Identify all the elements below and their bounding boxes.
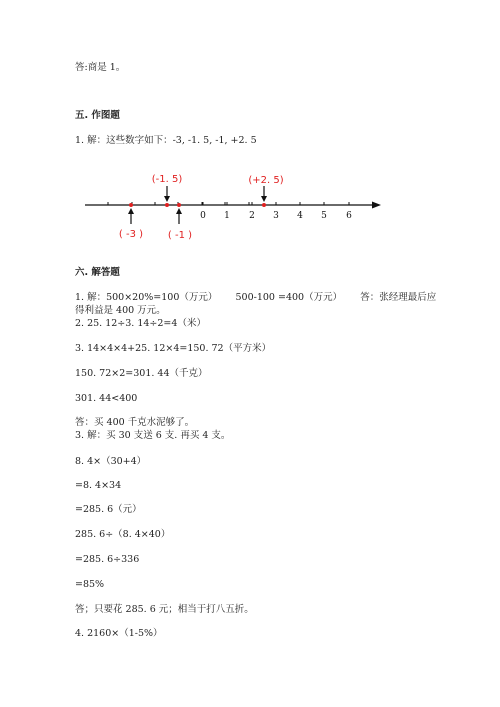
solution-line: 4. 2160×（1-5%） — [75, 628, 163, 639]
tick-label-5: 5 — [321, 211, 327, 221]
tick-label-6: 6 — [346, 211, 352, 221]
solution-line: 3. 解：买 30 支送 6 支. 再买 4 支。 — [75, 430, 231, 441]
solution-line: 1. 解：这些数字如下：-3, -1. 5, -1, +2. 5 — [75, 135, 257, 146]
label-plus-2-5: (+2. 5) — [248, 175, 284, 186]
solution-line: =8. 4×34 — [75, 480, 122, 491]
arrowhead-plus-2-5 — [261, 196, 267, 202]
solution-line: =285. 6÷336 — [75, 554, 140, 565]
solution-line: 答；只要花 285. 6 元；相当于打八五折。 — [75, 604, 254, 615]
solution-line: =85% — [75, 579, 105, 590]
solution-line: 8. 4×（30+4） — [75, 456, 147, 467]
point-minus-3 — [129, 203, 133, 207]
solution-line: =285. 6（元） — [75, 504, 142, 515]
number-line-arrow — [372, 202, 381, 209]
arrowhead-minus-1-5 — [164, 196, 170, 202]
solution-line: 1. 解：500×20%=100（万元） 500-100 =400（万元） 答：张经理最后应 — [75, 292, 437, 303]
section-heading-6: 六. 解答题 — [75, 267, 120, 278]
tick-label-0: 0 — [200, 211, 206, 221]
point-minus-1 — [177, 203, 181, 207]
tick-label-3: 3 — [273, 211, 279, 221]
arrowhead-minus-1 — [176, 208, 182, 214]
number-line-diagram — [75, 165, 395, 245]
solution-line: 3. 14×4×4+25. 12×4=150. 72（平方米） — [75, 343, 272, 354]
answer-quotient: 答:商是 1。 — [75, 62, 126, 73]
tick-label-4: 4 — [297, 211, 303, 221]
solution-line: 285. 6÷（8. 4×40） — [75, 529, 171, 540]
label-minus-1-5: (-1. 5) — [151, 174, 183, 185]
tick-label-2: 2 — [249, 211, 255, 221]
tick-label-1: 1 — [224, 211, 230, 221]
solution-line: 答：买 400 千克水泥够了。 — [75, 417, 195, 428]
section-heading-5: 五. 作图题 — [75, 110, 120, 121]
label-minus-1: ( -1 ) — [167, 230, 193, 241]
solution-line: 150. 72×2=301. 44（千克） — [75, 368, 208, 379]
solution-line: 2. 25. 12÷3. 14÷2=4（米） — [75, 318, 206, 329]
point-minus-1-5 — [165, 203, 169, 207]
point-plus-2-5 — [262, 203, 266, 207]
label-minus-3: ( -3 ) — [118, 229, 144, 240]
arrowhead-minus-3 — [128, 208, 134, 214]
solution-line: 301. 44<400 — [75, 393, 138, 404]
solution-line: 得利益是 400 万元。 — [75, 305, 166, 316]
